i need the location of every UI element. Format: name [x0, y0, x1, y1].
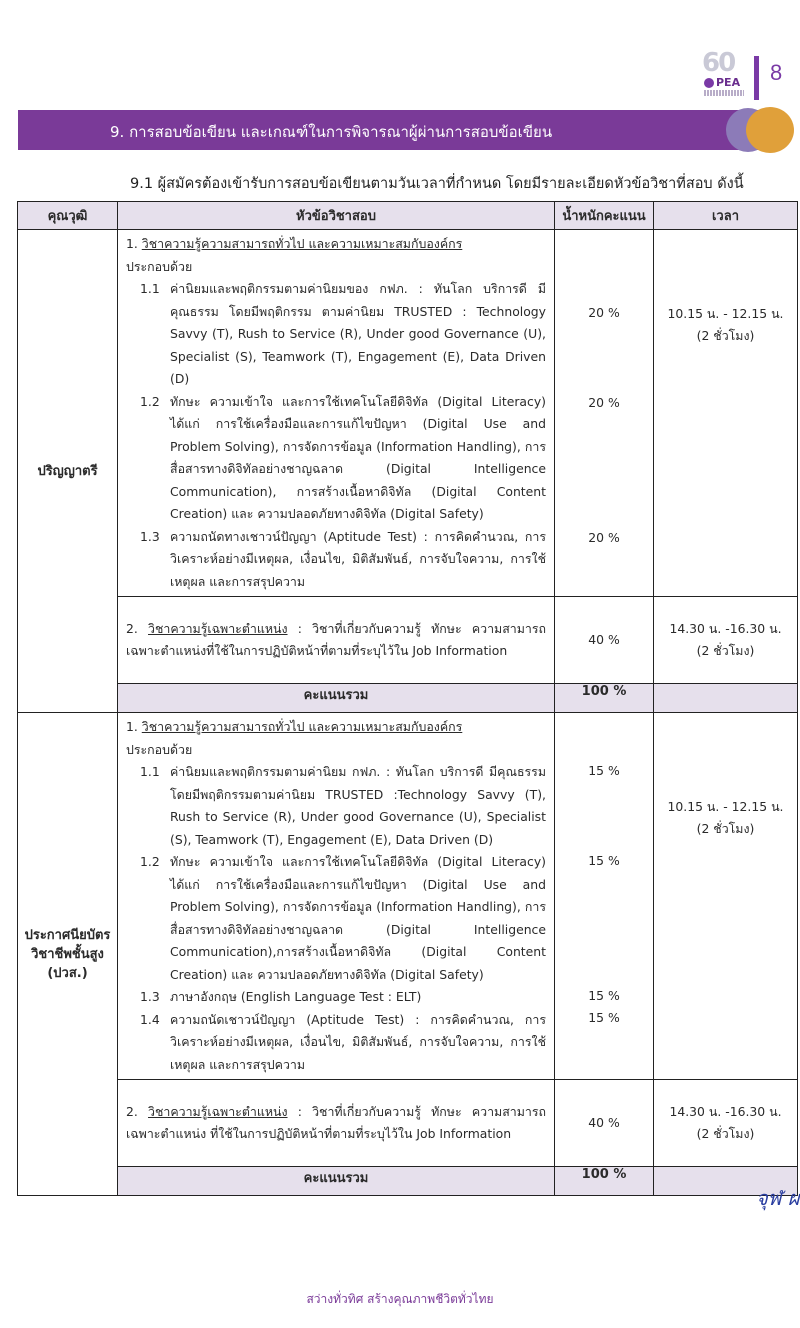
- time-cell: [654, 1080, 798, 1167]
- part-sub: ประกอบด้วย: [126, 258, 193, 274]
- item-text: ทักษะ ความเข้าใจ และการใช้เทคโนโลยีดิจิทัล (Digital Literacy) ได้แก่ การใช้เครื่องมือและการแก้ไขปัญหา (Digital Use and Problem Solving), การจัดการข้อมูล (Information Handling), การสื่อสารทางดิจิทัลอย่างชาญฉลาด (Digital Intelligence Communication),การสร้างเนื้อหาดิจิทัล (Digital Content Creation) และ ความปลอดภัยทางดิจิทัล (Digital Safety): [170, 854, 546, 982]
- total-value: 100 %: [555, 684, 654, 713]
- qualification-diploma: ประกาศนียบัตรวิชาชีพชั้นสูง (ปวส.): [18, 713, 118, 1196]
- weight-value: 20 %: [588, 530, 620, 545]
- part-number: 1.: [126, 719, 142, 734]
- table-row: [18, 1080, 798, 1167]
- weight-value: 15 %: [588, 853, 620, 868]
- weight-cell: [555, 713, 654, 1080]
- item-number: 1.4: [140, 1011, 160, 1027]
- part-text: : วิชาที่เกี่ยวกับความรู้ ทักษะ ความสามารถเฉพาะตำแหน่ง ที่ใช้ในการปฏิบัติหน้าที่ตามที่ระบุไว้ใน Job Information: [126, 1104, 547, 1141]
- decor-circle-orange: [746, 107, 794, 153]
- table-row: [18, 597, 798, 684]
- weight-value: 15 %: [588, 988, 620, 1003]
- time-range: 14.30 น. -16.30 น.: [669, 621, 782, 636]
- general-knowledge-topic: [118, 230, 555, 597]
- time-cell: [654, 230, 798, 597]
- total-value: 100 %: [555, 1167, 654, 1196]
- duration: (2 ชั่วโมง): [696, 643, 755, 658]
- list-item: [126, 391, 546, 526]
- logo-60-text: 60: [702, 48, 735, 78]
- item-number: 1.1: [140, 281, 160, 296]
- duration: (2 ชั่วโมง): [696, 328, 755, 343]
- section-title: 9. การสอบข้อเขียน และเกณฑ์ในการพิจารณาผู้ผ่านการสอบข้อเขียน: [110, 123, 553, 141]
- header-divider: [754, 56, 759, 100]
- part-heading: วิชาความรู้เฉพาะตำแหน่ง: [148, 621, 288, 636]
- col-qualification: คุณวุฒิ: [18, 202, 118, 230]
- table-header-row: [18, 202, 798, 230]
- item-number: 1.1: [140, 764, 160, 779]
- part-heading: วิชาความรู้ความสามารถทั่วไป และความเหมาะสมกับองค์กร: [141, 719, 463, 734]
- qualification-bachelor: ปริญญาตรี: [18, 230, 118, 713]
- table-row: [18, 230, 798, 597]
- weight-value: 20 %: [588, 305, 620, 320]
- weight-value: 15 %: [588, 763, 620, 778]
- pea-emblem-icon: [704, 78, 714, 88]
- weight-value: 40 %: [555, 597, 654, 684]
- item-text: ค่านิยมและพฤติกรรมตามค่านิยม กฟภ. : ทันโลก บริการดี มีคุณธรรม โดยมีพฤติกรรมตามค่านิยม TRUSTED :Technology Savvy (T), Rush to Service (R), Under good Governance (U), Specialist (S), Teamwork (T), Engagement (E), Data Driven (D): [170, 764, 546, 847]
- part-heading: วิชาความรู้เฉพาะตำแหน่ง: [148, 1104, 288, 1119]
- time-cell: [654, 713, 798, 1080]
- part-sub: ประกอบด้วย: [126, 741, 193, 757]
- general-knowledge-topic: [118, 713, 555, 1080]
- total-label: คะแนนรวม: [118, 684, 555, 713]
- weight-value: 20 %: [588, 395, 620, 410]
- table-row: [18, 713, 798, 1080]
- total-row: [18, 684, 798, 713]
- part-heading: วิชาความรู้ความสามารถทั่วไป และความเหมาะสมกับองค์กร: [141, 236, 463, 251]
- logo-tagline: [704, 90, 744, 96]
- list-item: [126, 526, 546, 594]
- page-number: 8: [770, 60, 783, 85]
- item-text: ภาษาอังกฤษ (English Language Test : ELT): [170, 989, 422, 1004]
- duration: (2 ชั่วโมง): [696, 821, 755, 836]
- intro-text: 9.1 ผู้สมัครต้องเข้ารับการสอบข้อเขียนตามวันเวลาที่กำหนด โดยมีรายละเอียดหัวข้อวิชาที่สอบ ดังนี้: [130, 176, 744, 192]
- time-range: 10.15 น. - 12.15 น.: [667, 306, 784, 321]
- signature: จุฬ ผ: [756, 1186, 800, 1210]
- total-empty: [654, 684, 798, 713]
- logo-brand: PEA: [716, 76, 741, 89]
- part-number: 1.: [126, 236, 142, 251]
- part-number: 2.: [126, 621, 149, 636]
- col-weight: น้ำหนักคะแนน: [555, 202, 654, 230]
- duration: (2 ชั่วโมง): [696, 1126, 755, 1141]
- time-range: 10.15 น. - 12.15 น.: [667, 799, 784, 814]
- list-item: [126, 1009, 546, 1077]
- item-number: 1.2: [140, 393, 160, 409]
- item-number: 1.2: [140, 854, 160, 869]
- part-number: 2.: [126, 1104, 149, 1119]
- total-label: คะแนนรวม: [118, 1167, 555, 1196]
- time-range: 14.30 น. -16.30 น.: [669, 1104, 782, 1119]
- item-text: ทักษะ ความเข้าใจ และการใช้เทคโนโลยีดิจิทัล (Digital Literacy) ได้แก่ การใช้เครื่องมือและการแก้ไขปัญหา (Digital Use and Problem Solving), การจัดการข้อมูล (Information Handling), การสื่อสารทางดิจิทัลอย่างชาญฉลาด (Digital Intelligence Communication), การสร้างเนื้อหาดิจิทัล (Digital Content Creation) และ ความปลอดภัยทางดิจิทัล (Digital Safety): [170, 393, 546, 521]
- weight-value: 15 %: [588, 1010, 620, 1025]
- col-topic: หัวข้อวิชาสอบ: [118, 202, 555, 230]
- item-text: ความถนัดเชาวน์ปัญญา (Aptitude Test) : การคิดคำนวณ, การวิเคราะห์อย่างมีเหตุผล, เงื่อนไข, มิติสัมพันธ์, การจับใจความ, การใช้เหตุผล และการสรุปความ: [170, 1011, 546, 1072]
- part-text: : วิชาที่เกี่ยวกับความรู้ ทักษะ ความสามารถเฉพาะตำแหน่งที่ใช้ในการปฏิบัติหน้าที่ตามที่ระบุไว้ใน Job Information: [126, 621, 547, 658]
- pea-60-logo: [700, 50, 748, 102]
- specific-knowledge-topic: [118, 597, 555, 684]
- specific-knowledge-topic: [118, 1080, 555, 1167]
- item-text: ความถนัดทางเชาวน์ปัญญา (Aptitude Test) : การคิดคำนวณ, การวิเคราะห์อย่างมีเหตุผล, เงื่อนไข, มิติสัมพันธ์, การจับใจความ, การใช้เหตุผล และการสรุปความ: [170, 528, 546, 589]
- exam-table: [17, 201, 798, 1196]
- item-number: 1.3: [140, 528, 160, 544]
- weight-cell: [555, 230, 654, 597]
- list-item: [126, 761, 546, 851]
- footer-slogan: สว่างทั่วทิศ สร้างคุณภาพชีวิตทั่วไทย: [306, 1292, 494, 1306]
- item-text: ค่านิยมและพฤติกรรมตามค่านิยมของ กฟภ. : ทันโลก บริการดี มีคุณธรรม โดยมีพฤติกรรม ตามค่านิยม TRUSTED : Technology Savvy (T), Rush to Service (R), Under good Governance (U), Specialist (S), Teamwork (T), Engagement (E), Data Driven (D): [170, 281, 546, 386]
- col-time: เวลา: [654, 202, 798, 230]
- list-item: [126, 278, 546, 391]
- list-item: [126, 986, 546, 1009]
- time-cell: [654, 597, 798, 684]
- item-number: 1.3: [140, 989, 160, 1004]
- weight-value: 40 %: [555, 1080, 654, 1167]
- total-row: [18, 1167, 798, 1196]
- section-banner: [18, 110, 778, 150]
- list-item: [126, 851, 546, 986]
